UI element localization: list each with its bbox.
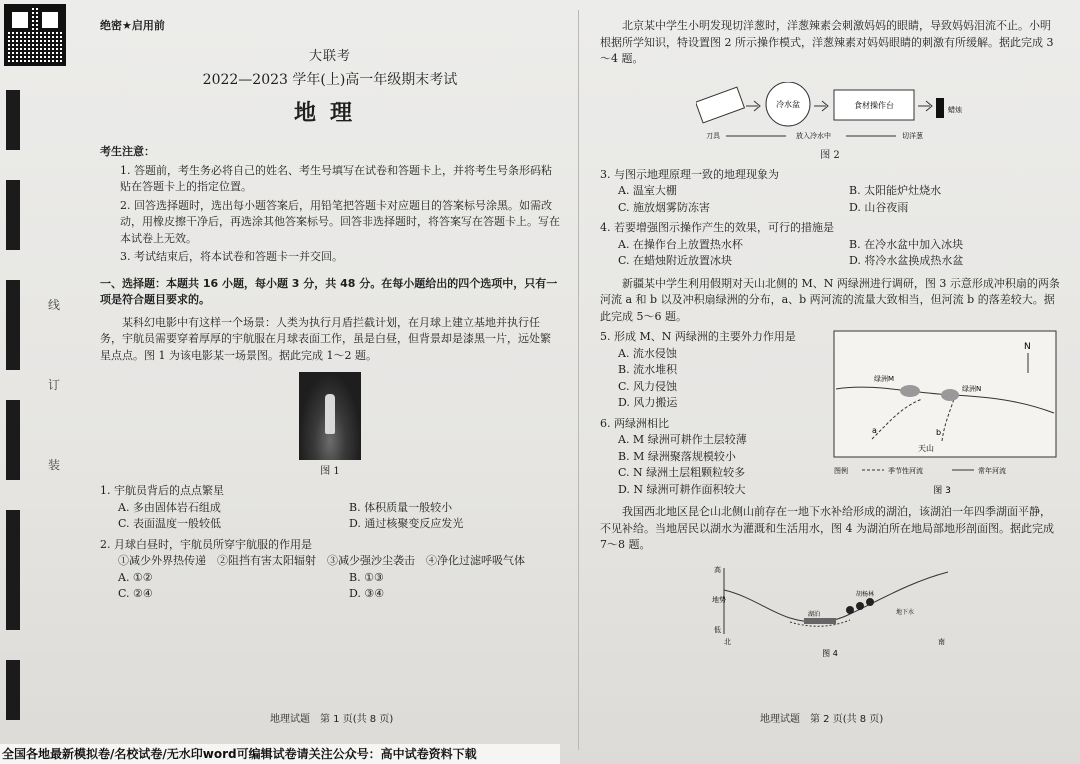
confidential-label: 绝密★启用前 — [100, 19, 165, 32]
option: C. 表面温度一般较低 — [118, 517, 222, 530]
page-1 — [100, 18, 560, 603]
tree-icon — [866, 598, 874, 606]
workbench-label: 食材操作台 — [854, 100, 894, 110]
question-intro: 北京某中学生小明发现切洋葱时，洋葱辣素会刺激妈妈的眼睛，导致妈妈泪流不止。小明根据所学知识，特设置图 2 所示操作模式，洋葱辣素对妈妈眼睛的刺激有所缓解。据此完成 3～4 题。 — [600, 19, 1054, 65]
binding-stripe — [6, 660, 20, 720]
option: D. N 绿洲可耕作面积较大 — [618, 482, 746, 496]
binding-stripe — [6, 400, 20, 480]
option: C. ②④ — [118, 587, 153, 600]
flow-label: 切洋葱 — [902, 131, 923, 140]
option: B. 体积质量一般较小 — [349, 500, 453, 514]
direction-north: 北 — [724, 637, 731, 646]
option: B. 在冷水盆中加入冰块 — [849, 237, 964, 251]
notice-item: 2. 回答选择题时，选出每小题答案后，用铅笔把答题卡对应题目的答案标号涂黑。如需改动，用橡皮擦干净后，再选涂其他答案标号。回答非选择题时，将答案写在答题卡上。写在本试卷上无效。 — [120, 198, 560, 245]
question-5: 5. 形成 M、N 两绿洲的主要外力作用是 — [600, 330, 796, 343]
astronaut-photo — [299, 372, 361, 460]
binding-mark-line: 线 — [48, 298, 61, 312]
oasis-m — [900, 385, 920, 397]
option: A. 温室大棚 — [618, 184, 677, 197]
option: D. 通过核聚变反应发光 — [349, 517, 464, 530]
option: D. ③④ — [349, 587, 385, 600]
legend-perennial: 常年河流 — [978, 467, 1006, 475]
binding-stripe — [6, 510, 20, 630]
question-2-options — [100, 570, 560, 603]
option: A. 流水侵蚀 — [618, 346, 677, 360]
river-a-label: a — [872, 426, 877, 435]
question-1-options — [100, 500, 560, 533]
option: B. M 绿洲聚落规模较小 — [618, 449, 736, 463]
figure-caption: 图 3 — [933, 486, 951, 496]
question-intro: 新疆某中学生利用假期对天山北侧的 M、N 两绿洲进行调研，图 3 示意形成冲积扇的两条河流 a 和 b 以及冲积扇绿洲的分布，a、b 两河流的流量大致相当，但河流 b 的落差较大。据此完成 5～6 题。 — [600, 276, 1060, 323]
option: D. 将冷水盆换成热水盆 — [849, 254, 964, 267]
terrain-profile — [724, 572, 948, 622]
subject-title: 地理 — [293, 100, 366, 126]
axis-terrain: 地势 — [712, 595, 726, 604]
figure-caption: 图 4 — [822, 648, 838, 658]
notice-item: 1. 答题前，考生务必将自己的姓名、考生号填写在试卷和答题卡上，并将考生号条形码粘贴在答题卡上的指定位置。 — [120, 163, 552, 193]
oasis-n-label: 绿洲N — [962, 385, 982, 393]
direction-south: 南 — [938, 637, 945, 646]
option: B. 太阳能炉灶烧水 — [849, 184, 942, 197]
figure-caption: 图 2 — [820, 149, 840, 161]
page-1-footer: 地理试题 第 1 页(共 8 页) — [270, 714, 394, 725]
arrow-icon — [746, 101, 760, 111]
river-b-label: b — [936, 428, 942, 437]
oasis-n — [941, 389, 959, 401]
candle-icon — [936, 98, 944, 118]
flow-label: 刀具 — [706, 131, 720, 140]
question-6: 6. 两绿洲相比 — [600, 416, 669, 430]
tree-icon — [856, 602, 864, 610]
question-4-options — [600, 237, 1060, 270]
binding-stripe — [6, 280, 20, 370]
legend-seasonal: 季节性河流 — [888, 467, 923, 475]
exam-series: 大联考 — [308, 48, 351, 64]
north-label: N — [1024, 342, 1031, 352]
figure-4-profile — [710, 562, 950, 660]
axis-high: 高 — [714, 565, 721, 574]
option: D. 风力搬运 — [618, 396, 678, 409]
question-1: 1. 宇航员背后的点点繁星 — [100, 484, 224, 497]
page-2-footer: 地理试题 第 2 页(共 8 页) — [760, 714, 884, 725]
axis-low: 低 — [714, 625, 721, 634]
groundwater-label: 地下水 — [896, 608, 915, 616]
question-intro: 我国西北地区昆仑山北侧山前存在一地下水补给形成的湖泊，该湖泊一年四季湖面平静，不见补给。当地居民以湖水为灌溉和生活用水，图 4 为湖泊所在地局部地形剖面图。据此完成 7～8 题。 — [600, 505, 1054, 551]
binding-stripe — [6, 90, 20, 150]
mountain-label: 天山 — [918, 444, 934, 453]
binding-mark-staple: 订 — [48, 378, 61, 392]
option: B. 流水堆积 — [618, 363, 678, 376]
option: C. 在蜡烛附近放置冰块 — [618, 254, 733, 267]
exam-title: 2022—2023 学年(上)高一年级期末考试 — [202, 72, 458, 88]
binding-mark-bind: 装 — [48, 458, 61, 472]
section-heading: 一、选择题：本题共 16 小题，每小题 3 分，共 48 分。在每小题给出的四个选项中，只有一项是符合题目要求的。 — [100, 276, 558, 306]
figure-2-diagram — [696, 82, 976, 144]
option: C. 施放烟雾防冻害 — [618, 200, 711, 214]
option: A. M 绿洲可耕作土层较薄 — [618, 433, 747, 446]
page-2 — [600, 18, 1060, 660]
page-divider — [578, 10, 579, 750]
arrow-icon — [814, 101, 828, 111]
figure-3-map — [832, 329, 1060, 499]
legend-title: 图例 — [834, 467, 848, 475]
binding-stripe — [6, 180, 20, 250]
question-4: 4. 若要增强图示操作产生的效果，可行的措施是 — [600, 221, 834, 234]
notice-heading: 考生注意： — [100, 145, 155, 158]
question-intro: 某科幻电影中有这样一个场景：人类为执行月盾拦截计划，在月球上建立基地并执行任务，宇航员需要穿着厚厚的宇航服在月球表面工作，虽是白昼，但背景却是漆黑一片，远处繁星点点。图 1 为该电影某一场景图。据此完成 1～2 题。 — [100, 315, 551, 362]
option: B. ①③ — [349, 570, 384, 584]
option: C. 风力侵蚀 — [618, 379, 678, 393]
basin-label: 冷水盆 — [776, 99, 800, 109]
questions-5-6 — [600, 329, 1060, 498]
option: C. N 绿洲土层粗颗粒较多 — [618, 466, 746, 479]
tree-icon — [846, 606, 854, 614]
question-3-options — [600, 183, 1060, 216]
lake-label: 湖泊 — [808, 610, 821, 618]
figure-caption: 图 1 — [320, 466, 340, 477]
arrow-icon — [918, 101, 932, 111]
oasis-m-label: 绿洲M — [874, 375, 895, 383]
knife-icon — [696, 87, 744, 123]
question-3: 3. 与图示地理原理一致的地理现象为 — [600, 167, 779, 181]
option: D. 山谷夜雨 — [849, 200, 909, 214]
binding-gutter — [0, 70, 61, 730]
qr-code-icon — [4, 4, 66, 66]
question-2-items: ①减少外界热传递 ②阻挡有害太阳辐射 ③减少强沙尘袭击 ④净化过滤呼吸气体 — [118, 554, 525, 567]
option: A. 在操作台上放置热水杯 — [618, 237, 743, 251]
option: A. ①② — [118, 570, 153, 584]
option: A. 多由固体岩石组成 — [118, 500, 221, 514]
question-2: 2. 月球白昼时，宇航员所穿宇航服的作用是 — [100, 537, 312, 551]
promo-banner: 全国各地最新模拟卷/名校试卷/无水印word可编辑试卷请关注公众号：高中试卷资料下载 — [0, 744, 560, 764]
lake-shape — [804, 618, 836, 624]
flow-label: 放入冷水中 — [796, 131, 831, 140]
candle-label: 蜡烛 — [948, 105, 962, 114]
notice-item: 3. 考试结束后，将本试卷和答题卡一并交回。 — [120, 250, 343, 263]
forest-label: 胡杨林 — [856, 590, 875, 598]
